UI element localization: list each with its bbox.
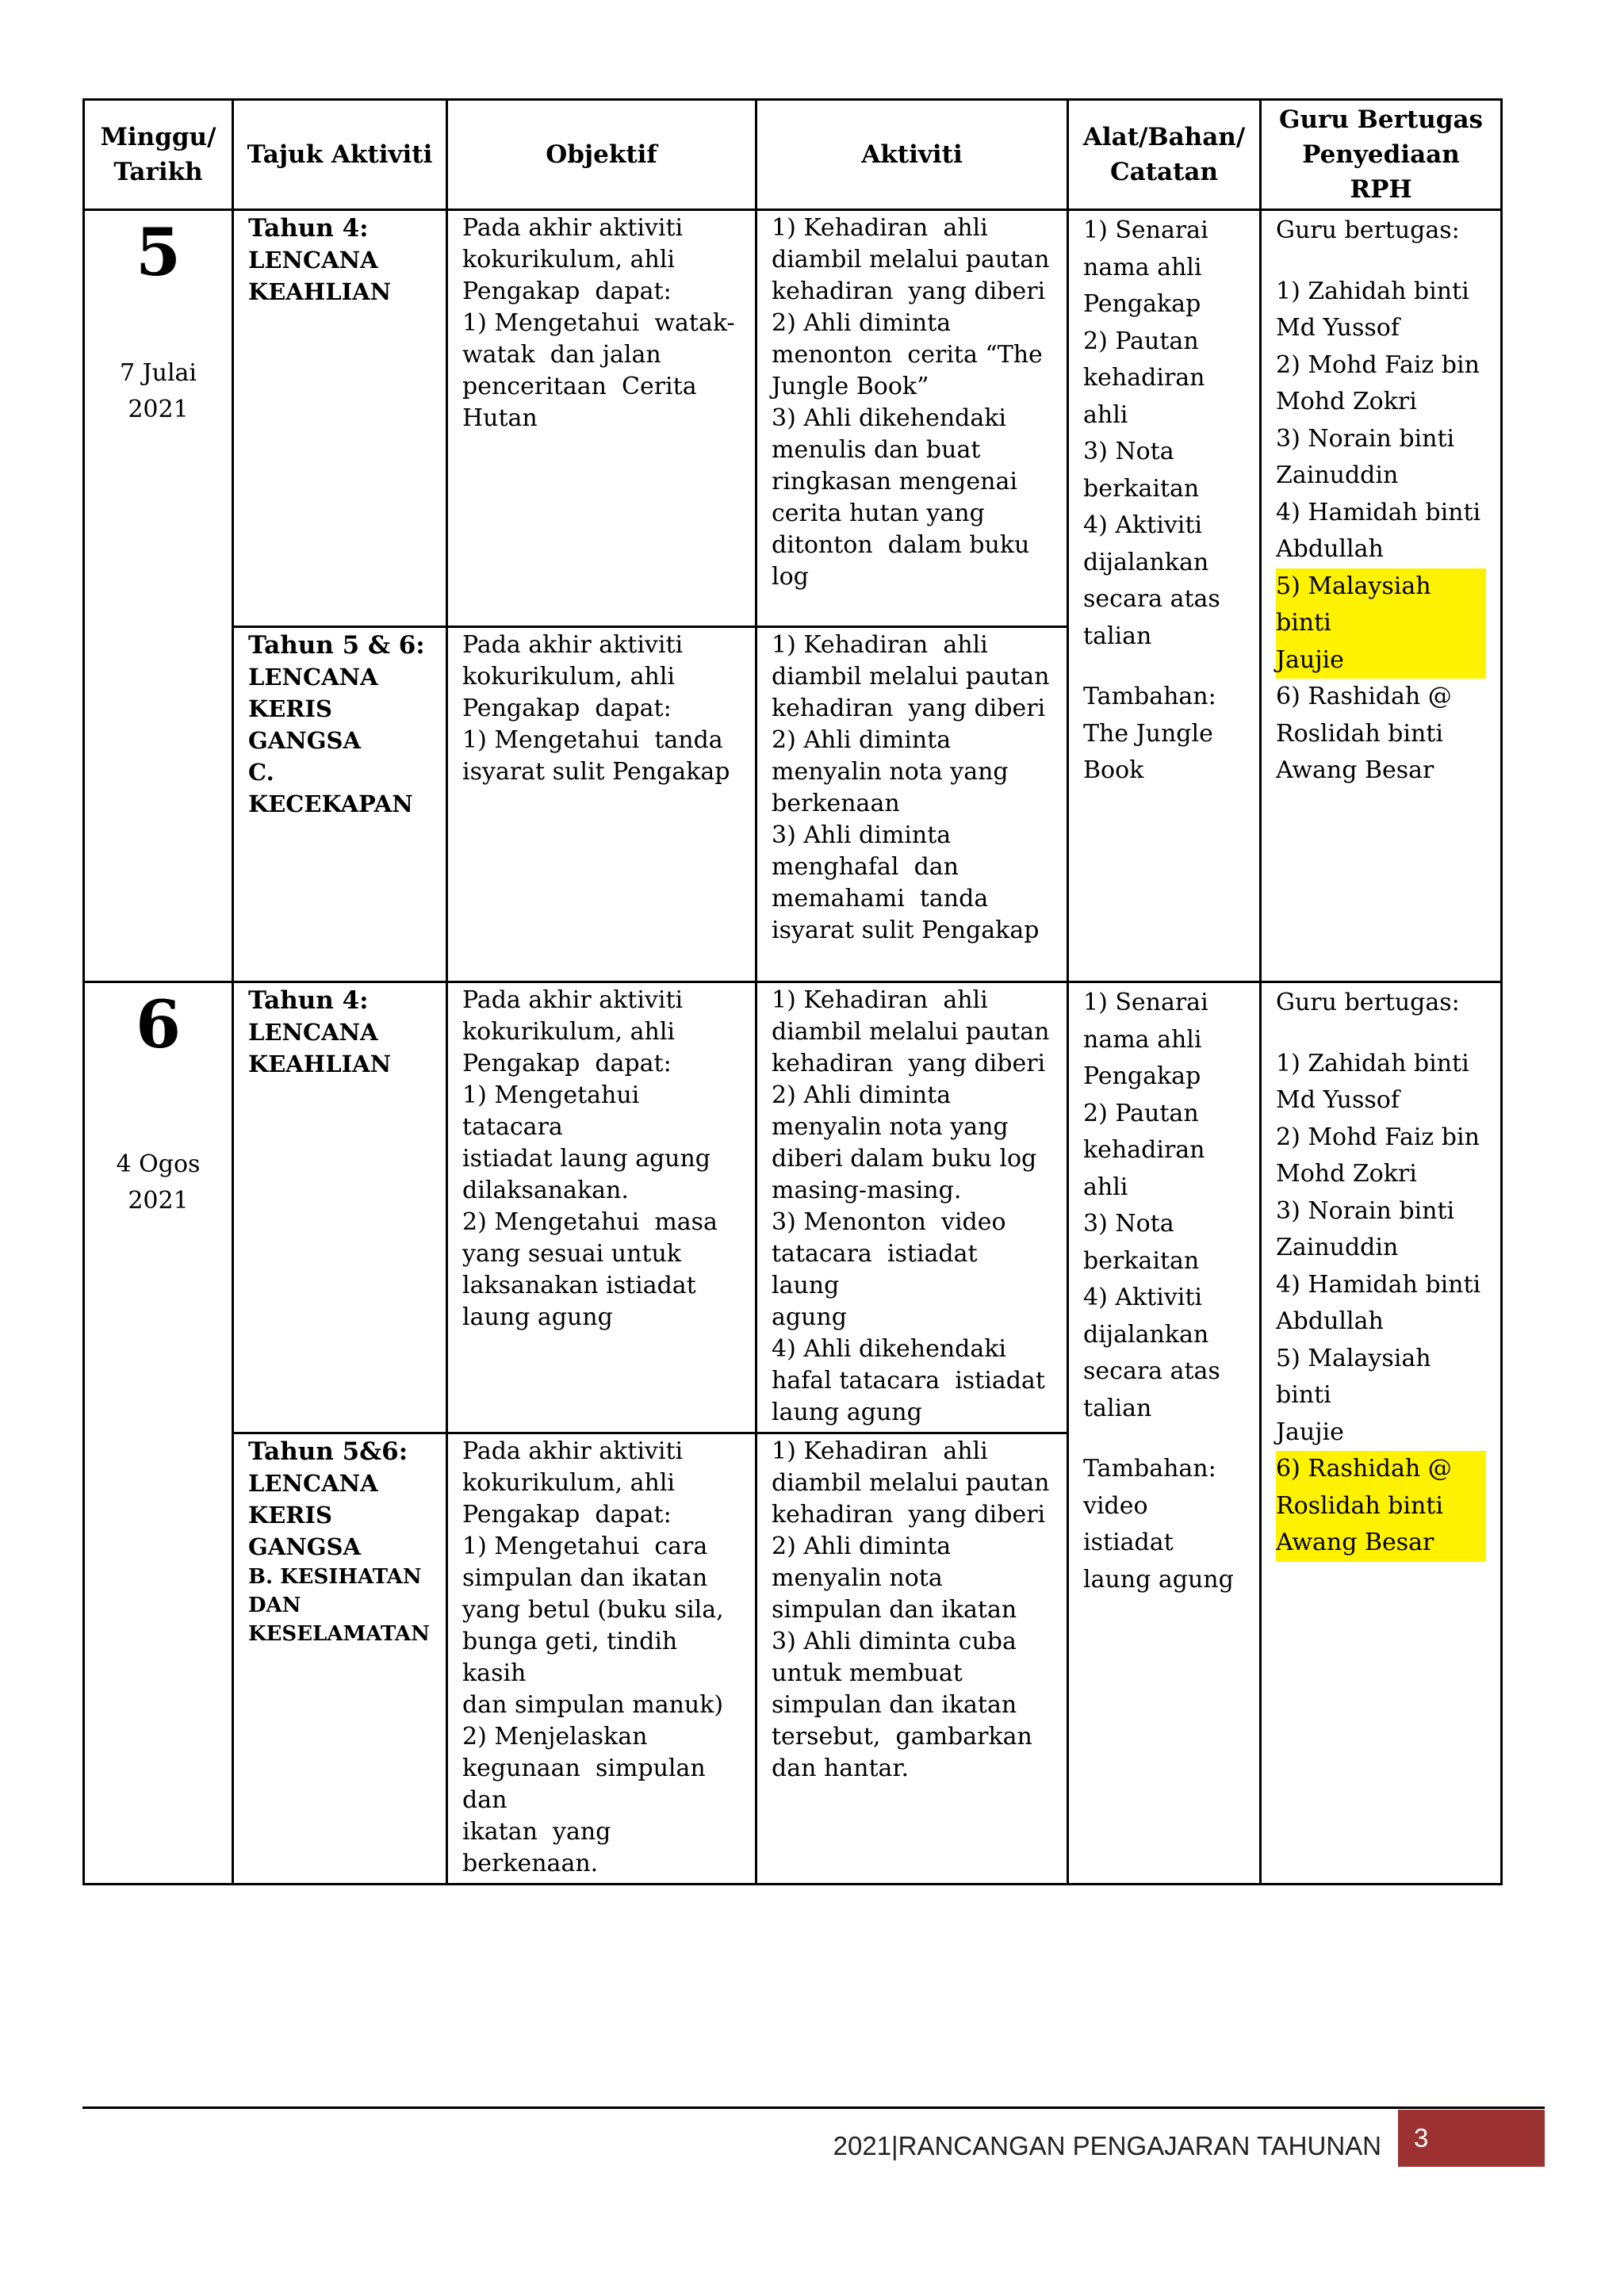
objective-cell (447, 627, 756, 982)
tools-line: 2) Pautan (1083, 1099, 1199, 1127)
activity-line: menulis dan buat (772, 436, 981, 464)
teacher-line: 5) Malaysiah binti (1276, 568, 1486, 642)
topic-badge-line: KERIS (248, 1502, 332, 1529)
week-number: 5 (135, 215, 182, 291)
teacher-cell (1261, 210, 1502, 982)
week-date-cell (84, 982, 233, 1885)
activity-cell (756, 1433, 1068, 1885)
activity-line: 1) Kehadiran ahli (772, 1437, 988, 1465)
objective-line: 1) Mengetahui tatacara (462, 1081, 655, 1141)
tools-line: dijalankan (1083, 1320, 1209, 1349)
activity-line: isyarat sulit Pengakap (772, 916, 1040, 944)
header-week-line: Minggu/ (100, 123, 216, 151)
table-body (84, 210, 1502, 1885)
topic-badge-line: LENCANA (248, 247, 378, 274)
tools-line: nama ahli (1083, 1025, 1202, 1054)
week-date-line: 4 Ogos (116, 1150, 201, 1178)
tools-line: dijalankan (1083, 548, 1209, 576)
activity-line: simpulan dan ikatan (772, 1596, 1017, 1624)
objective-line: Hutan (462, 404, 538, 432)
topic-badge-line: LENCANA (248, 1470, 378, 1497)
activity-line: 2) Ahli diminta (772, 1081, 952, 1109)
teacher-line: Guru bertugas: (1276, 989, 1460, 1016)
activity-line: dan hantar. (772, 1755, 909, 1782)
activity-line: menyalin nota yang (772, 1113, 1009, 1141)
objective-line: laksanakan istiadat (462, 1272, 696, 1299)
topic-badge-line: LENCANA (248, 1019, 378, 1046)
page-number: 3 (1398, 2110, 1545, 2167)
activity-line: menyalin nota yang (772, 758, 1009, 786)
tools-line: berkaitan (1083, 1246, 1200, 1275)
teacher-line (1276, 250, 1486, 274)
topic-badge-line: GANGSA (248, 1533, 361, 1560)
activity-line: hafal tatacara istiadat (772, 1367, 1045, 1395)
activity-line: menghafal dan (772, 853, 959, 881)
tools-line: Pengakap (1083, 290, 1201, 318)
objective-line: istiadat laung agung (462, 1145, 711, 1173)
teacher-cell (1261, 982, 1502, 1885)
objective-line: 2) Mengetahui masa (462, 1208, 718, 1236)
tools-line: 4) Aktiviti (1083, 511, 1203, 539)
objective-line: dilaksanakan. (462, 1177, 629, 1204)
objective-line: yang betul (buku sila, (462, 1596, 724, 1624)
activity-line: laung agung (772, 1399, 922, 1426)
header-objective: Objektif (447, 100, 756, 210)
topic-cell (233, 210, 447, 627)
topic-year: Tahun 4: (248, 986, 369, 1015)
week-number: 6 (135, 987, 182, 1063)
topic-year: Tahun 5 & 6: (248, 631, 425, 660)
header-tools-line: Alat/Bahan/ (1082, 123, 1246, 151)
activity-line: tatacara istiadat laung (772, 1240, 986, 1299)
objective-line: isyarat sulit Pengakap (462, 758, 730, 786)
objective-line: simpulan dan ikatan (462, 1564, 708, 1592)
tools-line: kehadiran (1083, 1136, 1205, 1164)
teacher-line: Abdullah (1276, 535, 1384, 563)
activity-line: Jungle Book” (772, 373, 929, 400)
tools-line: The Jungle (1083, 719, 1213, 748)
activity-cell (756, 982, 1068, 1433)
teacher-line: 6) Rashidah @ (1276, 1451, 1486, 1488)
objective-line: Pada akhir aktiviti (462, 631, 684, 659)
objective-line: Pengakap dapat: (462, 695, 672, 722)
activity-line: 3) Ahli diminta cuba (772, 1628, 1017, 1655)
activity-line: 1) Kehadiran ahli (772, 986, 988, 1014)
tools-line: secara atas (1083, 1357, 1220, 1385)
activity-line: agung (772, 1303, 847, 1331)
objective-line: dan simpulan manuk) (462, 1691, 724, 1719)
teacher-line: 2) Mohd Faiz bin (1276, 350, 1480, 379)
tools-line: laung agung (1083, 1565, 1234, 1594)
activity-line: berkenaan (772, 790, 900, 817)
teacher-line: Jaujie (1276, 1418, 1344, 1446)
activity-line: diambil melalui pautan (772, 1469, 1050, 1497)
objective-line: Pada akhir aktiviti (462, 214, 684, 242)
teacher-line: 1) Zahidah binti (1276, 277, 1469, 305)
teacher-line: Md Yussof (1276, 1086, 1400, 1114)
teacher-line: Roslidah binti (1276, 719, 1443, 748)
teacher-line: 1) Zahidah binti (1276, 1049, 1469, 1077)
teacher-line: Mohd Zokri (1276, 388, 1417, 415)
activity-line: 3) Menonton video (772, 1208, 1006, 1236)
header-week-date (84, 100, 233, 210)
tools-line: Tambahan: (1083, 683, 1216, 710)
topic-badge-line: KEAHLIAN (248, 1050, 392, 1077)
objective-line: kokurikulum, ahli (462, 663, 676, 691)
teacher-line: 2) Mohd Faiz bin (1276, 1123, 1480, 1151)
objective-line: kokurikulum, ahli (462, 1018, 676, 1046)
objective-line: Pengakap dapat: (462, 277, 672, 305)
activity-line: menonton cerita “The (772, 341, 1043, 369)
objective-cell (447, 210, 756, 627)
tools-line: Tambahan: (1083, 1455, 1216, 1483)
activity-line: kehadiran yang diberi (772, 1050, 1046, 1077)
activity-line: 4) Ahli dikehendaki (772, 1335, 1007, 1363)
activity-line: kehadiran yang diberi (772, 277, 1046, 305)
objective-line: 1) Mengetahui tanda (462, 726, 723, 754)
teacher-line (1276, 1022, 1486, 1046)
spacer (99, 289, 217, 355)
tools-line: talian (1083, 1394, 1152, 1422)
activity-line: cerita hutan yang (772, 499, 985, 527)
tools-line: 3) Nota (1083, 1210, 1174, 1238)
objective-line: Pengakap dapat: (462, 1501, 672, 1529)
objective-cell (447, 982, 756, 1433)
objective-line: watak dan jalan (462, 341, 661, 369)
teacher-line: Jaujie (1276, 642, 1486, 679)
header-row (84, 100, 1502, 210)
objective-line: kokurikulum, ahli (462, 246, 676, 274)
footer-rule (82, 2107, 1545, 2109)
header-rph-line: Penyediaan RPH (1302, 140, 1469, 204)
teacher-line: 4) Hamidah binti (1276, 1270, 1481, 1299)
tools-line: 4) Aktiviti (1083, 1284, 1203, 1311)
objective-line: 2) Menjelaskan (462, 1723, 648, 1751)
lesson-plan-table (82, 98, 1503, 1885)
week-date-line: 2021 (128, 396, 189, 423)
header-teacher (1261, 100, 1502, 210)
tools-line: 1) Senarai (1083, 989, 1208, 1016)
objective-line: 1) Mengetahui cara (462, 1533, 708, 1560)
table-row (84, 982, 1502, 1433)
tools-line (1083, 655, 1245, 679)
activity-line: 1) Kehadiran ahli (772, 214, 988, 242)
teacher-line: Abdullah (1276, 1307, 1384, 1335)
objective-line: Pengakap dapat: (462, 1050, 672, 1077)
topic-year: Tahun 4: (248, 214, 369, 243)
objective-line: 1) Mengetahui watak- (462, 309, 735, 337)
tools-line: berkaitan (1083, 474, 1200, 503)
tools-line (1083, 1427, 1245, 1451)
topic-cell (233, 982, 447, 1433)
objective-line: bunga geti, tindih kasih (462, 1628, 685, 1687)
tools-line: ahli (1083, 1173, 1128, 1201)
topic-badge-line: KERIS (248, 695, 332, 722)
header-notes-line: Catatan (1109, 158, 1219, 186)
objective-line: penceritaan Cerita (462, 373, 697, 400)
activity-line: memahami tanda (772, 885, 989, 913)
tools-line: 1) Senarai (1083, 216, 1208, 244)
header-topic: Tajuk Aktiviti (233, 100, 447, 210)
teacher-line: 5) Malaysiah binti (1276, 1344, 1439, 1409)
tools-line: kehadiran (1083, 364, 1205, 392)
week-date-cell (84, 210, 233, 982)
header-teacher-line: Guru Bertugas (1278, 105, 1483, 134)
activity-line: diambil melalui pautan (772, 1018, 1050, 1046)
tools-line: 2) Pautan (1083, 327, 1199, 355)
objective-line: kegunaan simpulan dan (462, 1755, 714, 1814)
footer-title: 2021|RANCANGAN PENGAJARAN TAHUNAN (833, 2131, 1381, 2160)
topic-year: Tahun 5&6: (248, 1437, 408, 1466)
topic-cell (233, 1433, 447, 1885)
activity-line: menyalin nota (772, 1564, 943, 1592)
activity-cell (756, 210, 1068, 627)
activity-line: kehadiran yang diberi (772, 695, 1046, 722)
topic-cell (233, 627, 447, 982)
activity-line: 2) Ahli diminta (772, 726, 952, 754)
week-date-line: 7 Julai (119, 359, 197, 387)
objective-line: Pada akhir aktiviti (462, 986, 684, 1014)
topic-category-line: KESELAMATAN (248, 1622, 430, 1646)
activity-line: 1) Kehadiran ahli (772, 631, 988, 659)
activity-line: tersebut, gambarkan (772, 1723, 1032, 1751)
tools-line: secara atas (1083, 585, 1220, 613)
objective-line: kokurikulum, ahli (462, 1469, 676, 1497)
activity-line: ringkasan mengenai (772, 468, 1017, 496)
tools-line: ahli (1083, 400, 1128, 429)
activity-line: diambil melalui pautan (772, 246, 1050, 274)
tools-line: 3) Nota (1083, 438, 1174, 465)
activity-line: masing-masing. (772, 1177, 962, 1204)
activity-line: untuk membuat (772, 1659, 963, 1687)
spacer (99, 1061, 217, 1146)
objective-line: Pada akhir aktiviti (462, 1437, 684, 1465)
topic-badge-line: GANGSA (248, 727, 361, 754)
topic-category-line: DAN (248, 1594, 301, 1617)
activity-line: 2) Ahli diminta (772, 1533, 952, 1560)
teacher-line: Md Yussof (1276, 314, 1400, 342)
header-tools (1068, 100, 1261, 210)
week-date-line: 2021 (128, 1187, 189, 1215)
activity-line: 3) Ahli dikehendaki (772, 404, 1007, 432)
teacher-line: 6) Rashidah @ (1276, 683, 1452, 710)
activity-line: diambil melalui pautan (772, 663, 1050, 691)
topic-badge-line: C. KECEKAPAN (248, 759, 413, 817)
tools-line: video istiadat (1083, 1491, 1174, 1556)
teacher-line: Awang Besar (1276, 756, 1434, 784)
activity-line: 3) Ahli diminta (772, 821, 952, 849)
teacher-line: 4) Hamidah binti (1276, 498, 1481, 526)
header-date-line: Tarikh (113, 158, 203, 186)
teacher-line: Guru bertugas: (1276, 216, 1460, 244)
tools-line: Pengakap (1083, 1062, 1201, 1090)
tools-line: nama ahli (1083, 253, 1202, 281)
objective-line: yang sesuai untuk (462, 1240, 681, 1268)
objective-cell (447, 1433, 756, 1885)
activity-line: diberi dalam buku log (772, 1145, 1037, 1173)
teacher-line: Zainuddin (1276, 461, 1399, 489)
objective-line: ikatan yang berkenaan. (462, 1818, 619, 1877)
objective-line: laung agung (462, 1303, 613, 1331)
tools-cell (1068, 210, 1261, 982)
teacher-line: Zainuddin (1276, 1234, 1399, 1261)
tools-line: Book (1083, 756, 1144, 784)
teacher-line: Awang Besar (1276, 1525, 1486, 1562)
activity-cell (756, 627, 1068, 982)
activity-line: 2) Ahli diminta (772, 309, 952, 337)
activity-line: ditonton dalam buku (772, 531, 1030, 559)
teacher-line: 3) Norain binti (1276, 424, 1455, 453)
topic-badge-line: KEAHLIAN (248, 278, 392, 305)
tools-cell (1068, 982, 1261, 1885)
activity-line: simpulan dan ikatan (772, 1691, 1017, 1719)
teacher-line: Roslidah binti (1276, 1488, 1486, 1525)
activity-line: kehadiran yang diberi (772, 1501, 1046, 1529)
table-row (84, 210, 1502, 627)
topic-category-line: B. KESIHATAN (248, 1565, 422, 1589)
teacher-line: Mohd Zokri (1276, 1160, 1417, 1188)
header-activity: Aktiviti (756, 100, 1068, 210)
teacher-line: 3) Norain binti (1276, 1196, 1455, 1225)
topic-badge-line: LENCANA (248, 664, 378, 691)
tools-line: talian (1083, 622, 1152, 650)
activity-line: log (772, 563, 809, 591)
